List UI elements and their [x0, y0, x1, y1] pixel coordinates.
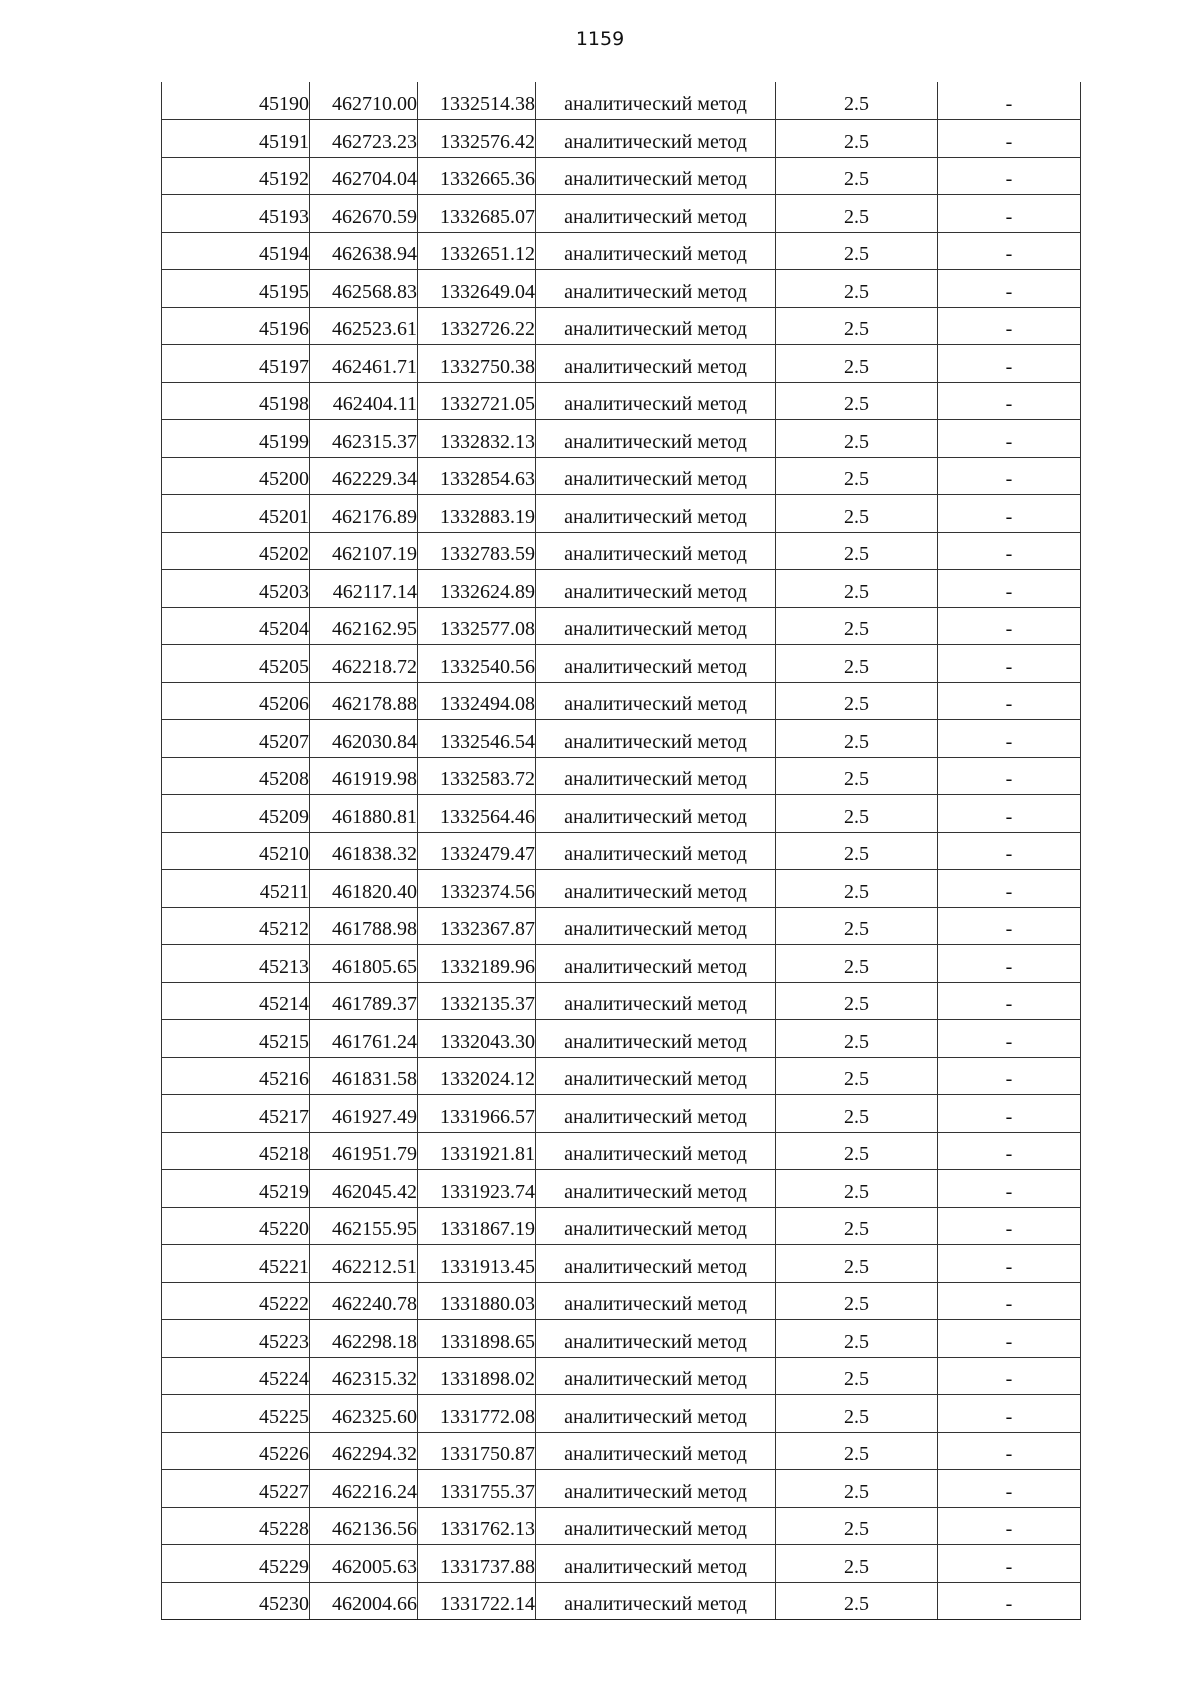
- y-coordinate-cell: 1332651.12: [418, 232, 536, 270]
- x-coordinate-cell: 462670.59: [310, 195, 418, 233]
- point-id-cell: 45230: [162, 1582, 310, 1620]
- y-coordinate-cell: 1332883.19: [418, 495, 536, 533]
- x-coordinate-cell: 461788.98: [310, 907, 418, 945]
- y-coordinate-cell: 1331867.19: [418, 1207, 536, 1245]
- point-id-cell: 45192: [162, 157, 310, 195]
- method-cell: аналитический метод: [536, 382, 776, 420]
- point-id-cell: 45225: [162, 1395, 310, 1433]
- table-row: [162, 1470, 1081, 1508]
- y-coordinate-cell: 1332479.47: [418, 832, 536, 870]
- table-row: [162, 870, 1081, 908]
- table-row: [162, 1132, 1081, 1170]
- y-coordinate-cell: 1332189.96: [418, 945, 536, 983]
- accuracy-cell: 2.5: [776, 1395, 938, 1433]
- table-row: [162, 982, 1081, 1020]
- accuracy-cell: 2.5: [776, 945, 938, 983]
- description-cell: -: [938, 570, 1081, 608]
- point-id-cell: 45226: [162, 1432, 310, 1470]
- point-id-cell: 45218: [162, 1132, 310, 1170]
- accuracy-cell: 2.5: [776, 495, 938, 533]
- method-cell: аналитический метод: [536, 1395, 776, 1433]
- x-coordinate-cell: 461820.40: [310, 870, 418, 908]
- y-coordinate-cell: 1331755.37: [418, 1470, 536, 1508]
- method-cell: аналитический метод: [536, 345, 776, 383]
- method-cell: аналитический метод: [536, 1432, 776, 1470]
- point-id-cell: 45205: [162, 645, 310, 683]
- y-coordinate-cell: 1332540.56: [418, 645, 536, 683]
- y-coordinate-cell: 1332564.46: [418, 795, 536, 833]
- description-cell: -: [938, 157, 1081, 195]
- accuracy-cell: 2.5: [776, 1132, 938, 1170]
- y-coordinate-cell: 1332783.59: [418, 532, 536, 570]
- y-coordinate-cell: 1332665.36: [418, 157, 536, 195]
- table-row: [162, 1507, 1081, 1545]
- x-coordinate-cell: 462212.51: [310, 1245, 418, 1283]
- y-coordinate-cell: 1332583.72: [418, 757, 536, 795]
- y-coordinate-cell: 1331898.02: [418, 1357, 536, 1395]
- x-coordinate-cell: 462315.37: [310, 420, 418, 458]
- point-id-cell: 45224: [162, 1357, 310, 1395]
- table-row: [162, 1170, 1081, 1208]
- table-row: [162, 645, 1081, 683]
- method-cell: аналитический метод: [536, 720, 776, 758]
- x-coordinate-cell: 462723.23: [310, 120, 418, 158]
- method-cell: аналитический метод: [536, 307, 776, 345]
- table-row: [162, 345, 1081, 383]
- point-id-cell: 45204: [162, 607, 310, 645]
- x-coordinate-cell: 461761.24: [310, 1020, 418, 1058]
- method-cell: аналитический метод: [536, 495, 776, 533]
- table-row: [162, 157, 1081, 195]
- table-row: [162, 795, 1081, 833]
- accuracy-cell: 2.5: [776, 270, 938, 308]
- accuracy-cell: 2.5: [776, 1432, 938, 1470]
- method-cell: аналитический метод: [536, 570, 776, 608]
- accuracy-cell: 2.5: [776, 120, 938, 158]
- method-cell: аналитический метод: [536, 757, 776, 795]
- method-cell: аналитический метод: [536, 1245, 776, 1283]
- y-coordinate-cell: 1331737.88: [418, 1545, 536, 1583]
- description-cell: -: [938, 607, 1081, 645]
- y-coordinate-cell: 1332685.07: [418, 195, 536, 233]
- accuracy-cell: 2.5: [776, 645, 938, 683]
- x-coordinate-cell: 462325.60: [310, 1395, 418, 1433]
- table-row: [162, 1545, 1081, 1583]
- description-cell: -: [938, 1432, 1081, 1470]
- description-cell: -: [938, 1245, 1081, 1283]
- point-id-cell: 45223: [162, 1320, 310, 1358]
- table-row: [162, 1357, 1081, 1395]
- table-row: [162, 607, 1081, 645]
- method-cell: аналитический метод: [536, 870, 776, 908]
- method-cell: аналитический метод: [536, 607, 776, 645]
- accuracy-cell: 2.5: [776, 82, 938, 120]
- x-coordinate-cell: 462461.71: [310, 345, 418, 383]
- description-cell: -: [938, 1057, 1081, 1095]
- accuracy-cell: 2.5: [776, 682, 938, 720]
- x-coordinate-cell: 462523.61: [310, 307, 418, 345]
- method-cell: аналитический метод: [536, 1507, 776, 1545]
- method-cell: аналитический метод: [536, 232, 776, 270]
- table-row: [162, 1057, 1081, 1095]
- table-row: [162, 420, 1081, 458]
- table-row: [162, 1582, 1081, 1620]
- y-coordinate-cell: 1331762.13: [418, 1507, 536, 1545]
- accuracy-cell: 2.5: [776, 457, 938, 495]
- y-coordinate-cell: 1332546.54: [418, 720, 536, 758]
- x-coordinate-cell: 461880.81: [310, 795, 418, 833]
- point-id-cell: 45220: [162, 1207, 310, 1245]
- y-coordinate-cell: 1332624.89: [418, 570, 536, 608]
- table-row: [162, 832, 1081, 870]
- table-row: [162, 82, 1081, 120]
- table-row: [162, 945, 1081, 983]
- y-coordinate-cell: 1332832.13: [418, 420, 536, 458]
- accuracy-cell: 2.5: [776, 532, 938, 570]
- x-coordinate-cell: 461951.79: [310, 1132, 418, 1170]
- table-row: [162, 757, 1081, 795]
- accuracy-cell: 2.5: [776, 607, 938, 645]
- description-cell: -: [938, 345, 1081, 383]
- description-cell: -: [938, 1357, 1081, 1395]
- method-cell: аналитический метод: [536, 645, 776, 683]
- description-cell: -: [938, 945, 1081, 983]
- point-id-cell: 45193: [162, 195, 310, 233]
- point-id-cell: 45228: [162, 1507, 310, 1545]
- x-coordinate-cell: 462178.88: [310, 682, 418, 720]
- description-cell: -: [938, 1582, 1081, 1620]
- table-row: [162, 1095, 1081, 1133]
- method-cell: аналитический метод: [536, 982, 776, 1020]
- point-id-cell: 45202: [162, 532, 310, 570]
- accuracy-cell: 2.5: [776, 1470, 938, 1508]
- y-coordinate-cell: 1331722.14: [418, 1582, 536, 1620]
- description-cell: -: [938, 757, 1081, 795]
- x-coordinate-cell: 462045.42: [310, 1170, 418, 1208]
- y-coordinate-cell: 1331923.74: [418, 1170, 536, 1208]
- method-cell: аналитический метод: [536, 1282, 776, 1320]
- description-cell: -: [938, 1020, 1081, 1058]
- table-row: [162, 532, 1081, 570]
- y-coordinate-cell: 1332514.38: [418, 82, 536, 120]
- accuracy-cell: 2.5: [776, 1545, 938, 1583]
- accuracy-cell: 2.5: [776, 1507, 938, 1545]
- description-cell: -: [938, 645, 1081, 683]
- accuracy-cell: 2.5: [776, 382, 938, 420]
- method-cell: аналитический метод: [536, 682, 776, 720]
- description-cell: -: [938, 270, 1081, 308]
- x-coordinate-cell: 462030.84: [310, 720, 418, 758]
- y-coordinate-cell: 1331750.87: [418, 1432, 536, 1470]
- accuracy-cell: 2.5: [776, 195, 938, 233]
- accuracy-cell: 2.5: [776, 832, 938, 870]
- y-coordinate-cell: 1331913.45: [418, 1245, 536, 1283]
- y-coordinate-cell: 1331772.08: [418, 1395, 536, 1433]
- accuracy-cell: 2.5: [776, 345, 938, 383]
- description-cell: -: [938, 1320, 1081, 1358]
- accuracy-cell: 2.5: [776, 307, 938, 345]
- y-coordinate-cell: 1331898.65: [418, 1320, 536, 1358]
- accuracy-cell: 2.5: [776, 157, 938, 195]
- table-row: [162, 1432, 1081, 1470]
- accuracy-cell: 2.5: [776, 1245, 938, 1283]
- description-cell: -: [938, 870, 1081, 908]
- point-id-cell: 45191: [162, 120, 310, 158]
- x-coordinate-cell: 462218.72: [310, 645, 418, 683]
- point-id-cell: 45197: [162, 345, 310, 383]
- accuracy-cell: 2.5: [776, 1170, 938, 1208]
- point-id-cell: 45194: [162, 232, 310, 270]
- description-cell: -: [938, 1395, 1081, 1433]
- y-coordinate-cell: 1332721.05: [418, 382, 536, 420]
- y-coordinate-cell: 1332135.37: [418, 982, 536, 1020]
- table-row: [162, 907, 1081, 945]
- description-cell: -: [938, 1470, 1081, 1508]
- method-cell: аналитический метод: [536, 1320, 776, 1358]
- method-cell: аналитический метод: [536, 157, 776, 195]
- description-cell: -: [938, 420, 1081, 458]
- table-row: [162, 720, 1081, 758]
- method-cell: аналитический метод: [536, 1020, 776, 1058]
- table-row: [162, 1245, 1081, 1283]
- point-id-cell: 45215: [162, 1020, 310, 1058]
- y-coordinate-cell: 1332374.56: [418, 870, 536, 908]
- method-cell: аналитический метод: [536, 907, 776, 945]
- description-cell: -: [938, 120, 1081, 158]
- point-id-cell: 45227: [162, 1470, 310, 1508]
- description-cell: -: [938, 682, 1081, 720]
- x-coordinate-cell: 462176.89: [310, 495, 418, 533]
- accuracy-cell: 2.5: [776, 1320, 938, 1358]
- accuracy-cell: 2.5: [776, 1282, 938, 1320]
- y-coordinate-cell: 1332024.12: [418, 1057, 536, 1095]
- description-cell: -: [938, 1207, 1081, 1245]
- description-cell: -: [938, 795, 1081, 833]
- y-coordinate-cell: 1332726.22: [418, 307, 536, 345]
- x-coordinate-cell: 462638.94: [310, 232, 418, 270]
- table-row: [162, 195, 1081, 233]
- x-coordinate-cell: 462404.11: [310, 382, 418, 420]
- method-cell: аналитический метод: [536, 1357, 776, 1395]
- description-cell: -: [938, 232, 1081, 270]
- y-coordinate-cell: 1331880.03: [418, 1282, 536, 1320]
- table-row: [162, 682, 1081, 720]
- point-id-cell: 45203: [162, 570, 310, 608]
- table-row: [162, 1320, 1081, 1358]
- method-cell: аналитический метод: [536, 945, 776, 983]
- accuracy-cell: 2.5: [776, 1057, 938, 1095]
- y-coordinate-cell: 1331966.57: [418, 1095, 536, 1133]
- y-coordinate-cell: 1332043.30: [418, 1020, 536, 1058]
- method-cell: аналитический метод: [536, 420, 776, 458]
- accuracy-cell: 2.5: [776, 1095, 938, 1133]
- method-cell: аналитический метод: [536, 1207, 776, 1245]
- accuracy-cell: 2.5: [776, 420, 938, 458]
- accuracy-cell: 2.5: [776, 720, 938, 758]
- x-coordinate-cell: 462117.14: [310, 570, 418, 608]
- point-id-cell: 45222: [162, 1282, 310, 1320]
- table-row: [162, 120, 1081, 158]
- point-id-cell: 45196: [162, 307, 310, 345]
- coordinates-table-body: [162, 82, 1081, 1620]
- method-cell: аналитический метод: [536, 270, 776, 308]
- x-coordinate-cell: 461838.32: [310, 832, 418, 870]
- description-cell: -: [938, 1132, 1081, 1170]
- accuracy-cell: 2.5: [776, 1357, 938, 1395]
- accuracy-cell: 2.5: [776, 907, 938, 945]
- description-cell: -: [938, 720, 1081, 758]
- x-coordinate-cell: 461789.37: [310, 982, 418, 1020]
- method-cell: аналитический метод: [536, 1582, 776, 1620]
- method-cell: аналитический метод: [536, 1132, 776, 1170]
- description-cell: -: [938, 532, 1081, 570]
- method-cell: аналитический метод: [536, 195, 776, 233]
- x-coordinate-cell: 462229.34: [310, 457, 418, 495]
- accuracy-cell: 2.5: [776, 1207, 938, 1245]
- method-cell: аналитический метод: [536, 457, 776, 495]
- table-row: [162, 1020, 1081, 1058]
- point-id-cell: 45229: [162, 1545, 310, 1583]
- description-cell: -: [938, 1507, 1081, 1545]
- description-cell: -: [938, 1545, 1081, 1583]
- table-row: [162, 232, 1081, 270]
- accuracy-cell: 2.5: [776, 1020, 938, 1058]
- page-number: 1159: [575, 28, 625, 50]
- point-id-cell: 45216: [162, 1057, 310, 1095]
- point-id-cell: 45199: [162, 420, 310, 458]
- y-coordinate-cell: 1332854.63: [418, 457, 536, 495]
- y-coordinate-cell: 1332577.08: [418, 607, 536, 645]
- x-coordinate-cell: 462005.63: [310, 1545, 418, 1583]
- description-cell: -: [938, 382, 1081, 420]
- method-cell: аналитический метод: [536, 532, 776, 570]
- description-cell: -: [938, 1095, 1081, 1133]
- y-coordinate-cell: 1332367.87: [418, 907, 536, 945]
- x-coordinate-cell: 462710.00: [310, 82, 418, 120]
- method-cell: аналитический метод: [536, 82, 776, 120]
- x-coordinate-cell: 462315.32: [310, 1357, 418, 1395]
- point-id-cell: 45214: [162, 982, 310, 1020]
- description-cell: -: [938, 195, 1081, 233]
- x-coordinate-cell: 461831.58: [310, 1057, 418, 1095]
- table-row: [162, 570, 1081, 608]
- x-coordinate-cell: 461927.49: [310, 1095, 418, 1133]
- point-id-cell: 45207: [162, 720, 310, 758]
- method-cell: аналитический метод: [536, 1470, 776, 1508]
- table-row: [162, 1207, 1081, 1245]
- description-cell: -: [938, 832, 1081, 870]
- x-coordinate-cell: 461805.65: [310, 945, 418, 983]
- description-cell: -: [938, 1282, 1081, 1320]
- x-coordinate-cell: 462298.18: [310, 1320, 418, 1358]
- x-coordinate-cell: 462136.56: [310, 1507, 418, 1545]
- point-id-cell: 45219: [162, 1170, 310, 1208]
- table-row: [162, 457, 1081, 495]
- point-id-cell: 45190: [162, 82, 310, 120]
- description-cell: -: [938, 907, 1081, 945]
- y-coordinate-cell: 1332576.42: [418, 120, 536, 158]
- accuracy-cell: 2.5: [776, 757, 938, 795]
- description-cell: -: [938, 457, 1081, 495]
- accuracy-cell: 2.5: [776, 570, 938, 608]
- y-coordinate-cell: 1332494.08: [418, 682, 536, 720]
- description-cell: -: [938, 82, 1081, 120]
- y-coordinate-cell: 1332750.38: [418, 345, 536, 383]
- accuracy-cell: 2.5: [776, 795, 938, 833]
- point-id-cell: 45206: [162, 682, 310, 720]
- point-id-cell: 45201: [162, 495, 310, 533]
- point-id-cell: 45211: [162, 870, 310, 908]
- point-id-cell: 45208: [162, 757, 310, 795]
- description-cell: -: [938, 1170, 1081, 1208]
- accuracy-cell: 2.5: [776, 232, 938, 270]
- point-id-cell: 45217: [162, 1095, 310, 1133]
- point-id-cell: 45209: [162, 795, 310, 833]
- table-row: [162, 1395, 1081, 1433]
- x-coordinate-cell: 462704.04: [310, 157, 418, 195]
- accuracy-cell: 2.5: [776, 982, 938, 1020]
- y-coordinate-cell: 1332649.04: [418, 270, 536, 308]
- description-cell: -: [938, 307, 1081, 345]
- x-coordinate-cell: 462568.83: [310, 270, 418, 308]
- method-cell: аналитический метод: [536, 1095, 776, 1133]
- accuracy-cell: 2.5: [776, 1582, 938, 1620]
- x-coordinate-cell: 462240.78: [310, 1282, 418, 1320]
- point-id-cell: 45221: [162, 1245, 310, 1283]
- x-coordinate-cell: 461919.98: [310, 757, 418, 795]
- table-row: [162, 1282, 1081, 1320]
- point-id-cell: 45198: [162, 382, 310, 420]
- description-cell: -: [938, 982, 1081, 1020]
- y-coordinate-cell: 1331921.81: [418, 1132, 536, 1170]
- x-coordinate-cell: 462294.32: [310, 1432, 418, 1470]
- accuracy-cell: 2.5: [776, 870, 938, 908]
- point-id-cell: 45212: [162, 907, 310, 945]
- coordinates-table: [161, 82, 1081, 1620]
- x-coordinate-cell: 462155.95: [310, 1207, 418, 1245]
- description-cell: -: [938, 495, 1081, 533]
- x-coordinate-cell: 462004.66: [310, 1582, 418, 1620]
- method-cell: аналитический метод: [536, 1170, 776, 1208]
- x-coordinate-cell: 462162.95: [310, 607, 418, 645]
- method-cell: аналитический метод: [536, 1057, 776, 1095]
- x-coordinate-cell: 462107.19: [310, 532, 418, 570]
- table-row: [162, 307, 1081, 345]
- point-id-cell: 45195: [162, 270, 310, 308]
- table-row: [162, 495, 1081, 533]
- table-row: [162, 270, 1081, 308]
- method-cell: аналитический метод: [536, 1545, 776, 1583]
- method-cell: аналитический метод: [536, 832, 776, 870]
- point-id-cell: 45210: [162, 832, 310, 870]
- point-id-cell: 45200: [162, 457, 310, 495]
- table-row: [162, 382, 1081, 420]
- x-coordinate-cell: 462216.24: [310, 1470, 418, 1508]
- point-id-cell: 45213: [162, 945, 310, 983]
- method-cell: аналитический метод: [536, 795, 776, 833]
- method-cell: аналитический метод: [536, 120, 776, 158]
